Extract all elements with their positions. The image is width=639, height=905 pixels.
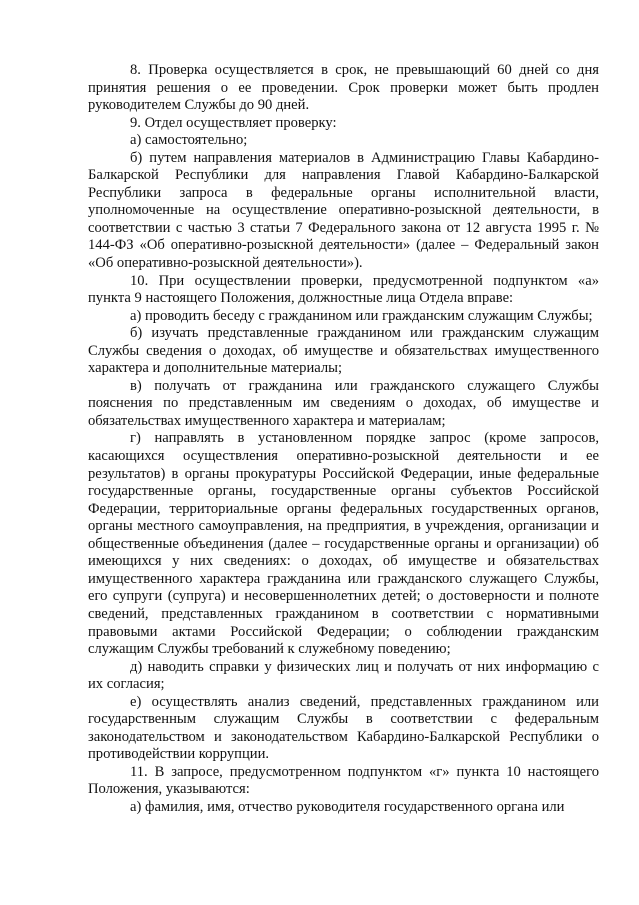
paragraph-8: 8. Проверка осуществляется в срок, не превышающий 60 дней со дня принятия решения о ее проведении. Срок проверки может быть продлен руководителем Службы до 90 дней. (88, 62, 599, 114)
paragraph-9-b: б) путем направления материалов в Администрацию Главы Кабардино-Балкарской Республики для направления Главой Кабардино-Балкарской Республики запроса в федеральные органы исполнительной власти, уполномоченные на осуществление оперативно-розыскной деятельности, в соответствии с частью 3 статьи 7 Федерального закона от 12 августа 1995 г. № 144-ФЗ «Об оперативно-розыскной деятельности» (далее – Федеральный закон «Об оперативно-розыскной деятельности»). (88, 149, 599, 272)
paragraph-9: 9. Отдел осуществляет проверку: (130, 114, 337, 131)
paragraph-10-e: е) осуществлять анализ сведений, представленных гражданином или государственным служащим Службы в соответствии с федеральным законодательством и законодательством Кабардино-Балкарской Республики о противодействии коррупции. (88, 693, 599, 763)
paragraph-10-v: в) получать от гражданина или гражданского служащего Службы пояснения по представленным им сведениям о доходах, об имуществе и обязательствах имущественного характера и материалам; (88, 377, 599, 429)
paragraph-11: 11. В запросе, предусмотренном подпунктом «г» пункта 10 настоящего Положения, указываются: (88, 763, 599, 798)
paragraph-9-a: а) самостоятельно; (130, 132, 248, 149)
paragraph-10-d: д) наводить справки у физических лиц и получать от них информацию с их согласия; (88, 658, 599, 693)
paragraph-10: 10. При осуществлении проверки, предусмотренной подпунктом «а» пункта 9 настоящего Положения, должностные лица Отдела вправе: (88, 272, 599, 307)
paragraph-11-a: а) фамилия, имя, отчество руководителя государственного органа или (130, 798, 565, 815)
paragraph-10-g: г) направлять в установленном порядке запрос (кроме запросов, касающихся осуществления оперативно-розыскной деятельности и ее результатов) в органы прокуратуры Российской Федерации, иные федеральные государственные органы, государственные органы субъектов Российской Федерации, территориальные органы федеральных государственных органов, органы местного самоуправления, на предприятия, в учреждения, организации и общественные объединения (далее – государственные органы и организации) об имеющихся у них сведениях: о доходах, об имуществе и обязательствах имущественного характера гражданина или гражданского служащего Службы, его супруги (супруга) и несовершеннолетних детей; о достоверности и полноте сведений, представленных гражданином в соответствии с нормативными правовыми актами Российской Федерации; о соблюдении гражданским служащим Службы требований к служебному поведению; (88, 430, 599, 658)
paragraph-10-a: а) проводить беседу с гражданином или гражданским служащим Службы; (130, 307, 593, 324)
paragraph-10-b: б) изучать представленные гражданином или гражданским служащим Службы сведения о доходах, об имуществе и обязательствах имущественного характера и дополнительные материалы; (88, 325, 599, 377)
